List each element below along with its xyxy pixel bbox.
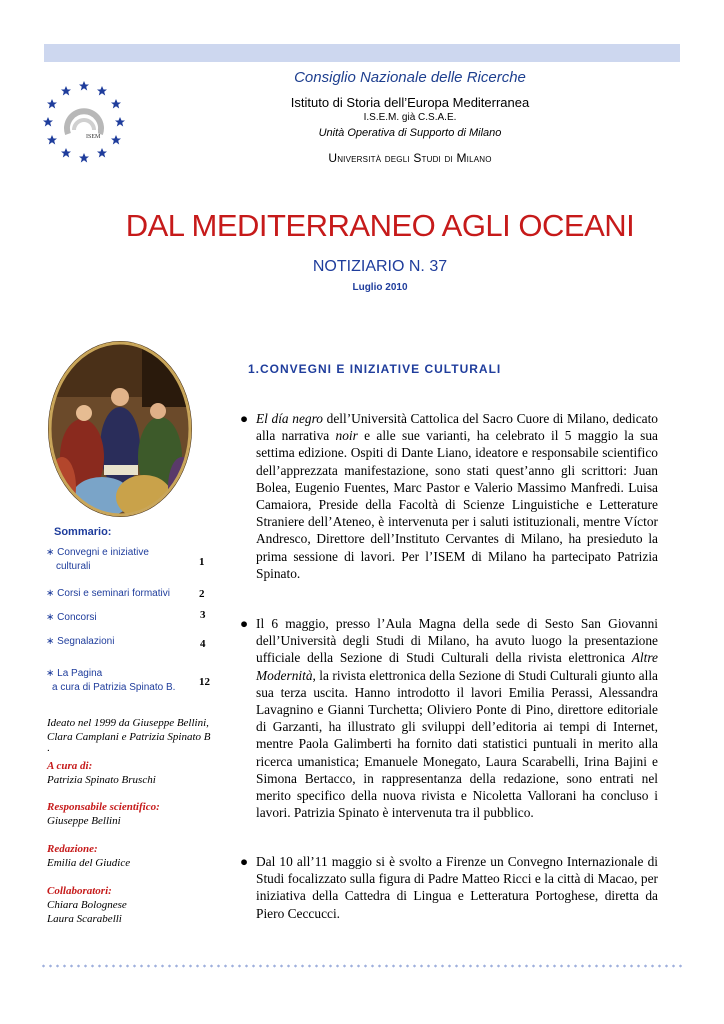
credit-line: Ideato nel 1999 da Giuseppe Bellini, — [47, 717, 209, 729]
credit-value: Giuseppe Bellini — [47, 815, 121, 827]
newsletter-title: DAL MEDITERRANEO AGLI OCEANI — [125, 208, 635, 243]
toc-item-corsi[interactable] — [46, 587, 170, 601]
toc-label-cont: culturali — [56, 561, 91, 572]
toc-item-segnalazioni[interactable] — [46, 635, 114, 649]
toc-label: ∗ Segnalazioni — [46, 636, 115, 647]
bullet: ● — [240, 411, 249, 426]
collaborators — [47, 884, 127, 926]
cnr-name: Consiglio Nazionale delle Ricerche — [294, 69, 526, 86]
scientific-responsible — [47, 800, 160, 828]
article-altre-modernita — [240, 615, 658, 821]
issue-number: NOTIZIARIO N. 37 — [312, 258, 448, 275]
article-text: , la rivista elettronica della Sezione di Studi Culturali giunto alla sua terza uscita. Hanno introdotto il lavori Emilia Perassi, Alessandra Lavagnino e Gianni Turchetta; Oliviero Ponte di Pino, direttore editoriale di Garzanti, ha illustrato gli sviluppi dell’editoria ai tempi di Internet, mentre Paola Galimberti ha fornito dati statistici puntuali in merito alla ricerca umanistica; Emanuele Monegato, Laura Scarabelli, Irina Bajini e Simona Bertacco, in rappresentanza della redazione, sono entrati nel merito specifico della nuova rivista e Nicoletta Vallorani ha concluso i lavori. Patrizia Spinato è intervenuta tra il pubblico. — [256, 667, 658, 821]
logo-text: ISEM — [86, 134, 101, 140]
founded-by — [47, 716, 210, 752]
toc-page-number: 12 — [199, 676, 210, 688]
summary-label: Sommario: — [54, 526, 112, 538]
credit-value: Emilia del Giudice — [47, 857, 131, 869]
oval-painting-image — [42, 337, 198, 520]
editorial-staff — [47, 842, 130, 870]
article-text: Dal 10 all’11 maggio si è svolto a Firenze un Convegno Internazionale di Studi focalizzato sulla figura di Padre Matteo Ricci e la città di Macao, per iniziativa della Cattedra di Lingua e Letteratura Portoghese, diretta da Piero Ceccucci. — [256, 854, 658, 921]
institute-former-name: I.S.E.M. già C.S.A.E. — [363, 112, 457, 123]
credit-value: Laura Scarabelli — [47, 913, 122, 925]
issue-date: Luglio 2010 — [352, 282, 408, 293]
toc-label: ∗ Concorsi — [46, 612, 97, 623]
article-matteo-ricci — [240, 853, 658, 922]
toc-item-concorsi[interactable] — [46, 611, 97, 625]
article-text: e alle sue varianti, ha celebrato il 5 maggio la sua settima edizione. Ospiti di Dante Liano, ideatore e responsabile scientifico dell’apprezzata manifestazione, sono stati quest’anno gli scrittori: Juan Bolea, Eugenio Fuentes, Marc Pastor e Valerio Massimo Manfredi. Luisa Camaiora, Preside della Facoltà di Scienze Linguistiche e Letterature Straniere dell’Ateneo, è intervenuta per i saluti istituzionali, mentre Víctor Andresco, Direttore dell’Instituto Cervantes di Milano, ha presieduto la prima sessione di lavori. Per l’ISEM di Milano ha partecipato Patrizia Spinato. — [256, 428, 658, 581]
isem-logo-icon — [34, 80, 134, 166]
credit-value: Patrizia Spinato Bruschi — [47, 774, 156, 786]
section-heading: 1.CONVEGNI E INIZIATIVE CULTURALI — [248, 362, 502, 376]
article-text: dell’Università Cattolica del Sacro Cuore di Milano, dedicato alla narrativa — [256, 411, 658, 444]
credit-label: Responsabile scientifico: — [47, 801, 160, 813]
article-body — [256, 410, 658, 582]
credit-line: . — [47, 742, 50, 754]
toc-page-number: 1 — [199, 556, 205, 568]
toc-page-number: 4 — [200, 638, 206, 650]
article-italic: Altre Modernità — [256, 650, 658, 683]
toc-item-convegni[interactable] — [46, 546, 149, 574]
bottom-dotted-rule — [40, 964, 682, 968]
article-el-dia-negro — [240, 410, 658, 582]
article-text: Il 6 maggio, presso l’Aula Magna della sede di Sesto San Giovanni dell’Università degli Studi di Milano, ha avuto luogo la presentazione ufficiale della Sezione di Studi Culturali della rivista elettronica — [256, 616, 658, 666]
operating-unit: Unità Operativa di Supporto di Milano — [318, 127, 502, 139]
bullet: ● — [240, 616, 249, 631]
credit-label: Redazione: — [47, 843, 98, 855]
article-italic: El día negro — [256, 411, 323, 426]
article-body — [256, 853, 658, 922]
credit-value: Chiara Bolognese — [47, 899, 127, 911]
credit-line: Clara Camplani e Patrizia Spinato B — [47, 731, 211, 743]
toc-page-number: 2 — [199, 588, 205, 600]
bullet: ● — [240, 854, 249, 869]
article-body — [256, 615, 658, 821]
credit-label: A cura di: — [47, 760, 93, 772]
university-name: Università degli Studi di Milano — [328, 151, 492, 165]
toc-label: ∗ Corsi e seminari formativi — [46, 588, 170, 599]
article-italic: noir — [335, 428, 358, 444]
credit-label: Collaboratori: — [47, 885, 112, 897]
toc-label: ∗ Convegni e iniziative — [46, 547, 149, 558]
edited-by — [47, 759, 156, 787]
toc-label-cont: a cura di Patrizia Spinato B. — [52, 682, 176, 693]
institute-name: Istituto di Storia dell’Europa Mediterranea — [290, 95, 530, 110]
toc-page-number: 3 — [200, 609, 206, 621]
toc-label: ∗ La Pagina — [46, 668, 103, 679]
toc-item-la-pagina[interactable] — [46, 667, 175, 695]
top-decorative-band — [44, 44, 680, 62]
